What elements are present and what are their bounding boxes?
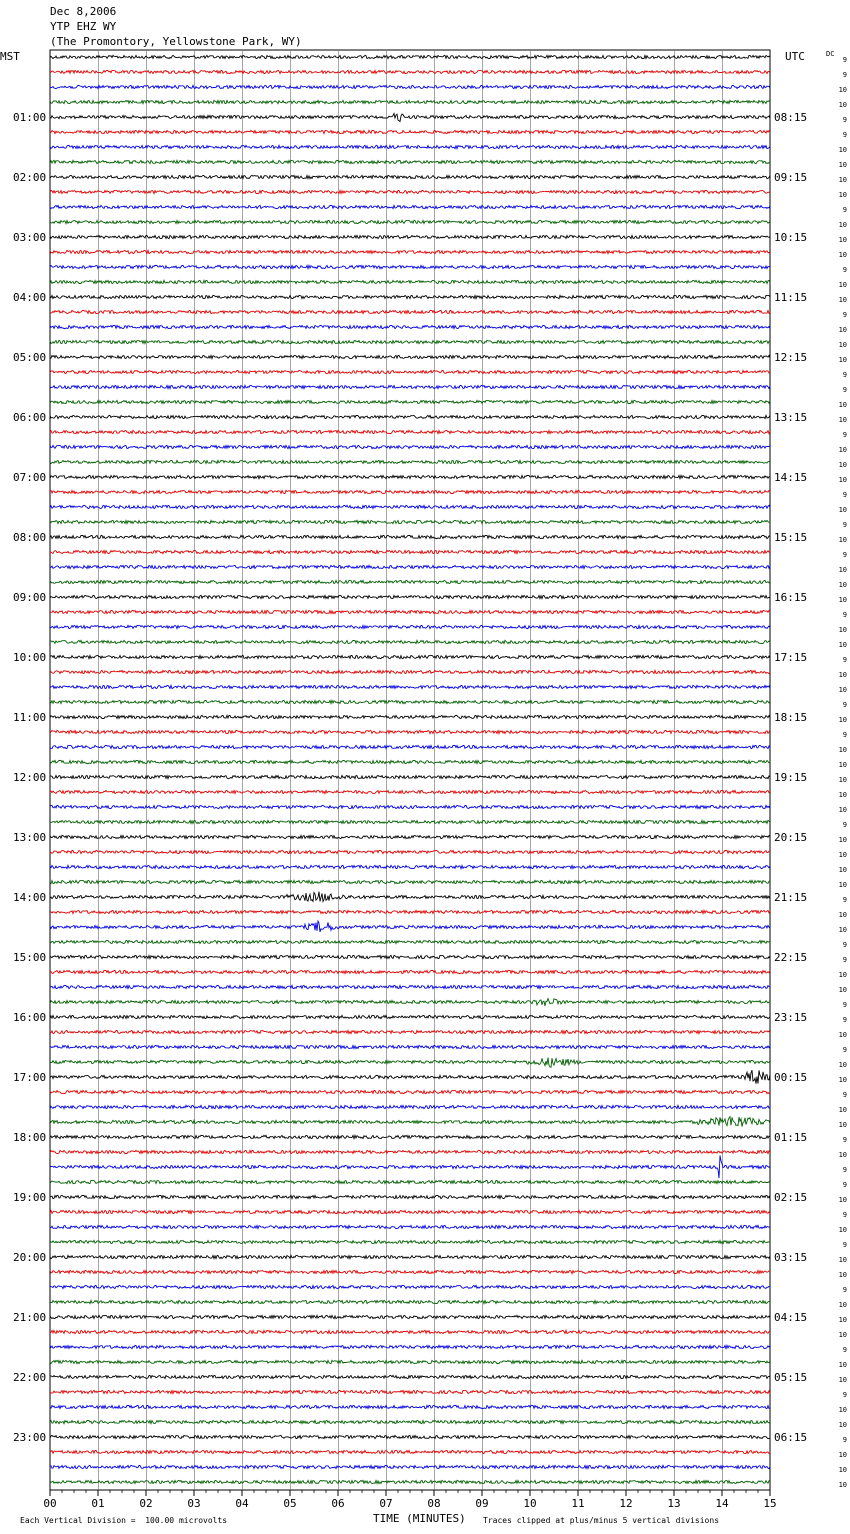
trace-line (50, 265, 770, 268)
mst-hour-label: 11:00 (13, 711, 47, 724)
trace-group (50, 55, 770, 1483)
mst-hour-label: 04:00 (13, 291, 47, 304)
trace-line (50, 955, 770, 958)
trace-line (50, 835, 770, 838)
dc-label: DC (826, 50, 835, 58)
mst-hour-label: 09:00 (13, 591, 47, 604)
trace-scale-label: 10 (838, 926, 847, 934)
trace-scale-label: 10 (838, 581, 847, 589)
trace-scale-label: 10 (838, 1406, 847, 1414)
x-tick-label: 14 (715, 1497, 729, 1510)
station-location: (The Promontory, Yellowstone Park, WY) (50, 35, 302, 48)
trace-line (50, 1195, 770, 1198)
trace-line (50, 1180, 770, 1183)
trace-line (50, 1255, 770, 1258)
trace-scale-label: 10 (838, 776, 847, 784)
trace-scale-label: 9 (842, 1166, 847, 1174)
trace-line (50, 490, 770, 493)
trace-line (50, 970, 770, 973)
trace-line (50, 865, 770, 868)
trace-line (50, 670, 770, 673)
utc-hour-label: 16:15 (774, 591, 808, 604)
trace-line (50, 910, 770, 913)
x-tick-label: 05 (283, 1497, 297, 1510)
trace-scale-label: 9 (842, 551, 847, 559)
trace-line (50, 205, 770, 208)
trace-scale-label: 10 (838, 596, 847, 604)
trace-scale-label: 10 (838, 1481, 847, 1489)
trace-scale-label: 10 (838, 641, 847, 649)
scale-note: Each Vertical Division = 100.00 microvolts (20, 1516, 228, 1525)
trace-scale-label: 9 (842, 56, 847, 64)
trace-line (50, 565, 770, 568)
trace-scale-label: 10 (838, 851, 847, 859)
utc-hour-label: 19:15 (774, 771, 808, 784)
utc-hour-label: 04:15 (774, 1311, 808, 1324)
trace-line (50, 1270, 770, 1273)
mst-hour-label: 15:00 (13, 951, 47, 964)
trace-line (50, 430, 770, 433)
trace-scale-label: 9 (842, 1091, 847, 1099)
trace-line (50, 1070, 770, 1084)
trace-scale-label: 10 (838, 326, 847, 334)
trace-line (50, 1405, 770, 1408)
trace-scale-label: 10 (838, 1331, 847, 1339)
trace-scale-label: 10 (838, 461, 847, 469)
trace-line (50, 325, 770, 328)
trace-line (50, 775, 770, 778)
trace-scale-label: 10 (838, 1061, 847, 1069)
utc-hour-label: 03:15 (774, 1251, 808, 1264)
trace-scale-label: 10 (838, 1301, 847, 1309)
trace-line (50, 940, 770, 943)
trace-scale-label: 10 (838, 1271, 847, 1279)
trace-scale-label: 10 (838, 746, 847, 754)
trace-scale-label: 9 (842, 371, 847, 379)
trace-scale-label: 9 (842, 206, 847, 214)
clip-note: Traces clipped at plus/minus 5 vertical divisions (483, 1516, 720, 1525)
trace-line (50, 1156, 770, 1179)
trace-line (50, 55, 770, 58)
trace-line (50, 400, 770, 403)
trace-scale-label: 9 (842, 821, 847, 829)
utc-hour-label: 12:15 (774, 351, 808, 364)
trace-line (50, 580, 770, 583)
x-tick-label: 11 (571, 1497, 585, 1510)
trace-scale-label: 9 (842, 1241, 847, 1249)
trace-scale-label: 9 (842, 701, 847, 709)
trace-line (50, 985, 770, 988)
trace-line (50, 1135, 770, 1138)
trace-scale-label: 10 (838, 1316, 847, 1324)
trace-line (50, 1450, 770, 1453)
trace-scale-label: 9 (842, 116, 847, 124)
utc-hour-label: 15:15 (774, 531, 808, 544)
trace-line (50, 1420, 770, 1423)
trace-scale-label: 10 (838, 191, 847, 199)
trace-line (50, 1150, 770, 1153)
trace-line (50, 880, 770, 883)
trace-scale-label: 10 (838, 146, 847, 154)
trace-scale-label: 10 (838, 1451, 847, 1459)
trace-scale-label: 9 (842, 521, 847, 529)
trace-line (50, 175, 770, 178)
trace-scale-label: 10 (838, 251, 847, 259)
trace-scale-label: 10 (838, 566, 847, 574)
trace-line (50, 280, 770, 283)
trace-line (50, 1330, 770, 1333)
trace-line (50, 1058, 770, 1068)
trace-scale-label: 10 (838, 101, 847, 109)
trace-scale-label: 10 (838, 236, 847, 244)
trace-line (50, 999, 770, 1006)
mst-hour-label: 12:00 (13, 771, 47, 784)
trace-scale-label: 10 (838, 716, 847, 724)
mst-hour-label: 22:00 (13, 1371, 47, 1384)
trace-line (50, 1390, 770, 1393)
trace-scale-label: 9 (842, 491, 847, 499)
trace-scale-label: 10 (838, 1376, 847, 1384)
trace-line (50, 1045, 770, 1048)
trace-line (50, 445, 770, 448)
x-axis-title: TIME (MINUTES) (373, 1512, 466, 1525)
mst-hour-label: 10:00 (13, 651, 47, 664)
trace-line (50, 535, 770, 538)
trace-line (50, 460, 770, 463)
trace-line (50, 160, 770, 163)
mst-hour-label: 03:00 (13, 231, 47, 244)
trace-scale-label: 9 (842, 1346, 847, 1354)
trace-scale-label: 9 (842, 311, 847, 319)
trace-scale-label: 10 (838, 761, 847, 769)
trace-scale-label: 10 (838, 911, 847, 919)
trace-line (50, 921, 770, 932)
trace-scale-label: 10 (838, 686, 847, 694)
trace-line (50, 190, 770, 193)
trace-line (50, 340, 770, 343)
mst-hour-label: 14:00 (13, 891, 47, 904)
trace-scale-label: 9 (842, 656, 847, 664)
trace-scale-label: 9 (842, 896, 847, 904)
mst-hour-label: 23:00 (13, 1431, 47, 1444)
mst-hour-label: 19:00 (13, 1191, 47, 1204)
trace-line (50, 355, 770, 358)
trace-scale-label: 10 (838, 1421, 847, 1429)
trace-line (50, 220, 770, 223)
utc-hour-label: 11:15 (774, 291, 808, 304)
trace-scale-label: 9 (842, 731, 847, 739)
x-tick-label: 07 (379, 1497, 393, 1510)
trace-scale-label: 10 (838, 1226, 847, 1234)
trace-line (50, 595, 770, 598)
trace-scale-label: 9 (842, 1046, 847, 1054)
trace-line (50, 130, 770, 133)
utc-hour-label: 02:15 (774, 1191, 808, 1204)
trace-line (50, 1225, 770, 1228)
utc-hour-label: 08:15 (774, 111, 808, 124)
trace-line (50, 1360, 770, 1363)
trace-scale-label: 10 (838, 281, 847, 289)
trace-scale-label: 9 (842, 1286, 847, 1294)
mst-hour-label: 06:00 (13, 411, 47, 424)
trace-line (50, 1300, 770, 1303)
mst-hour-label: 13:00 (13, 831, 47, 844)
trace-scale-label: 9 (842, 1016, 847, 1024)
mst-hour-label: 17:00 (13, 1071, 47, 1084)
trace-scale-label: 9 (842, 1211, 847, 1219)
trace-line (50, 1210, 770, 1213)
mst-hour-label: 08:00 (13, 531, 47, 544)
right-timezone-label: UTC (785, 50, 805, 63)
trace-scale-label: 10 (838, 416, 847, 424)
utc-hour-label: 20:15 (774, 831, 808, 844)
trace-line (50, 1015, 770, 1018)
trace-line (50, 1435, 770, 1438)
trace-line (50, 655, 770, 658)
trace-line (50, 145, 770, 148)
trace-scale-label: 9 (842, 431, 847, 439)
utc-hour-label: 00:15 (774, 1071, 808, 1084)
x-tick-label: 13 (667, 1497, 681, 1510)
utc-hour-label: 21:15 (774, 891, 808, 904)
trace-scale-label: 10 (838, 86, 847, 94)
mst-hour-label: 01:00 (13, 111, 47, 124)
mst-hour-label: 16:00 (13, 1011, 47, 1024)
trace-scale-label: 10 (838, 1196, 847, 1204)
trace-line (50, 295, 770, 298)
trace-line (50, 1105, 770, 1108)
x-tick-label: 15 (763, 1497, 777, 1510)
utc-hour-label: 23:15 (774, 1011, 808, 1024)
trace-scale-label: 10 (838, 1106, 847, 1114)
utc-hour-label: 10:15 (774, 231, 808, 244)
mst-hour-label: 02:00 (13, 171, 47, 184)
trace-scale-label: 10 (838, 836, 847, 844)
trace-scale-label: 10 (838, 536, 847, 544)
trace-line (50, 415, 770, 418)
x-tick-label: 00 (43, 1497, 57, 1510)
trace-line (50, 715, 770, 718)
utc-hour-label: 06:15 (774, 1431, 808, 1444)
x-tick-label: 01 (91, 1497, 105, 1510)
utc-hour-label: 17:15 (774, 651, 808, 664)
trace-scale-label: 9 (842, 611, 847, 619)
trace-scale-label: 10 (838, 446, 847, 454)
trace-scale-label: 10 (838, 881, 847, 889)
trace-scale-label: 10 (838, 671, 847, 679)
trace-line (50, 310, 770, 313)
utc-hour-label: 14:15 (774, 471, 808, 484)
trace-line (50, 790, 770, 793)
trace-scale-label: 9 (842, 71, 847, 79)
trace-line (50, 1480, 770, 1483)
trace-scale-label: 10 (838, 1361, 847, 1369)
x-tick-label: 10 (523, 1497, 537, 1510)
trace-line (50, 1465, 770, 1468)
trace-line (50, 1117, 770, 1127)
trace-scale-label: 10 (838, 176, 847, 184)
trace-scale-label: 10 (838, 866, 847, 874)
x-tick-label: 12 (619, 1497, 633, 1510)
trace-scale-label: 10 (838, 1151, 847, 1159)
trace-scale-label: 9 (842, 1001, 847, 1009)
trace-scale-label: 9 (842, 1181, 847, 1189)
x-tick-label: 02 (139, 1497, 153, 1510)
trace-line (50, 505, 770, 508)
x-tick-label: 04 (235, 1497, 249, 1510)
left-timezone-label: MST (0, 50, 20, 63)
trace-line (50, 1030, 770, 1033)
trace-scale-label: 9 (842, 1136, 847, 1144)
trace-scale-label: 9 (842, 131, 847, 139)
trace-line (50, 805, 770, 808)
trace-line (50, 1345, 770, 1348)
trace-line (50, 610, 770, 613)
trace-scale-label: 10 (838, 221, 847, 229)
utc-hour-label: 13:15 (774, 411, 808, 424)
mst-hour-label: 05:00 (13, 351, 47, 364)
trace-scale-label: 10 (838, 986, 847, 994)
mst-hour-label: 07:00 (13, 471, 47, 484)
trace-line (50, 1375, 770, 1378)
x-axis (43, 1490, 776, 1510)
grid-lines (50, 50, 770, 1490)
trace-line (50, 520, 770, 523)
trace-scale-label: 10 (838, 1031, 847, 1039)
plot-frame (50, 50, 770, 1490)
trace-scale-label: 10 (838, 791, 847, 799)
utc-hour-label: 18:15 (774, 711, 808, 724)
x-tick-label: 03 (187, 1497, 201, 1510)
trace-line (50, 685, 770, 688)
trace-scale-label: 10 (838, 476, 847, 484)
trace-scale-label: 10 (838, 626, 847, 634)
trace-line (50, 820, 770, 823)
utc-hour-label: 22:15 (774, 951, 808, 964)
utc-hour-label: 01:15 (774, 1131, 808, 1144)
trace-scale-label: 10 (838, 356, 847, 364)
trace-line (50, 640, 770, 643)
trace-line (50, 70, 770, 73)
trace-line (50, 85, 770, 88)
x-tick-label: 09 (475, 1497, 489, 1510)
trace-scale-label: 9 (842, 1391, 847, 1399)
trace-scale-label: 9 (842, 386, 847, 394)
trace-line (50, 385, 770, 388)
trace-scale-label: 10 (838, 401, 847, 409)
station-code: YTP EHZ WY (50, 20, 117, 33)
trace-scale-label: 9 (842, 941, 847, 949)
mst-hour-label: 20:00 (13, 1251, 47, 1264)
trace-line (50, 1285, 770, 1288)
trace-line (50, 625, 770, 628)
trace-line (50, 100, 770, 103)
trace-scale-label: 10 (838, 1076, 847, 1084)
trace-line (50, 700, 770, 703)
trace-line (50, 370, 770, 373)
chart-date: Dec 8,2006 (50, 5, 117, 18)
trace-scale-label: 10 (838, 296, 847, 304)
trace-line (50, 1240, 770, 1243)
trace-line (50, 250, 770, 253)
trace-scale-label: 10 (838, 1466, 847, 1474)
utc-hour-label: 09:15 (774, 171, 808, 184)
x-tick-label: 06 (331, 1497, 345, 1510)
trace-line (50, 760, 770, 763)
trace-line (50, 475, 770, 478)
trace-scale-label: 10 (838, 806, 847, 814)
trace-scale-label: 10 (838, 971, 847, 979)
trace-line (50, 1315, 770, 1318)
trace-line (50, 550, 770, 553)
trace-scale-label: 10 (838, 506, 847, 514)
utc-hour-label: 05:15 (774, 1371, 808, 1384)
trace-scale-label: 10 (838, 1121, 847, 1129)
trace-scale-label: 10 (838, 161, 847, 169)
trace-line (50, 114, 770, 122)
mst-hour-label: 21:00 (13, 1311, 47, 1324)
trace-scale-label: 9 (842, 956, 847, 964)
trace-scale-label: 9 (842, 266, 847, 274)
x-tick-label: 08 (427, 1497, 441, 1510)
trace-line (50, 892, 770, 902)
trace-scale-label: 10 (838, 341, 847, 349)
mst-hour-label: 18:00 (13, 1131, 47, 1144)
trace-scale-label: 10 (838, 1256, 847, 1264)
trace-line (50, 235, 770, 238)
trace-scale-label: 9 (842, 1436, 847, 1444)
trace-line (50, 745, 770, 748)
trace-line (50, 1090, 770, 1093)
trace-line (50, 850, 770, 853)
trace-line (50, 730, 770, 733)
trace-scale-labels (839, 56, 847, 1489)
